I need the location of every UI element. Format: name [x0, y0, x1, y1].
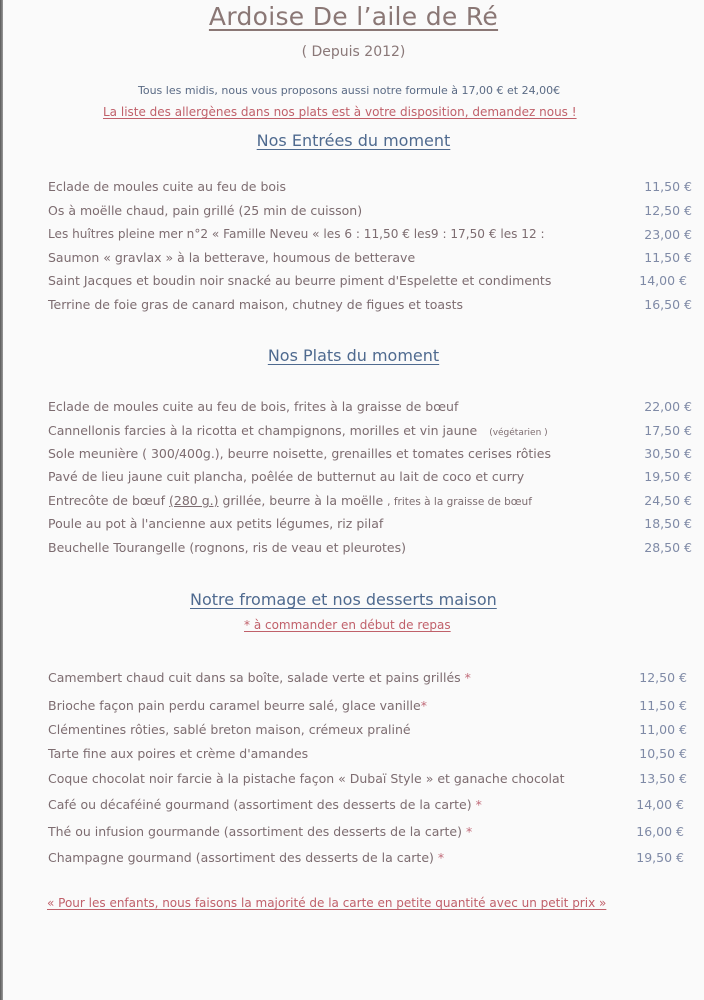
menu-item-name: Os à moëlle chaud, pain grillé (25 min de cuisson): [48, 203, 363, 218]
side-note: , frites à la graisse de bœuf: [387, 496, 532, 508]
menu-item-name: Clémentines rôties, sablé breton maison, crémeux praliné: [48, 722, 411, 737]
menu-item-name: [48, 824, 472, 839]
menu-item-name-text: Camembert chaud cuit dans sa boîte, salade verte et pains grillés: [48, 670, 465, 685]
lunch-formula-note: Tous les midis, nous vous proposons aussi notre formule à 17,00 € et 24,00€: [138, 84, 561, 97]
menu-item-price: 16,00 €: [636, 824, 684, 839]
since-year: ( Depuis 2012): [301, 44, 406, 60]
menu-item-price: 13,50 €: [639, 771, 687, 786]
menu-item-name: Sole meunière ( 300/400g.), beurre noisette, grenailles et tomates cerises rôties: [48, 446, 551, 461]
order-early-star: *: [465, 824, 473, 839]
menu-item-price: 30,50 €: [644, 446, 692, 461]
menu-item-price: 28,50 €: [644, 540, 692, 555]
menu-item-name: [48, 423, 548, 438]
menu-page: [3, 0, 704, 1000]
menu-item-name: Eclade de moules cuite au feu de bois: [48, 179, 287, 194]
menu-item-name: Poule au pot à l'ancienne aux petits légumes, riz pilaf: [48, 516, 384, 531]
section-title-entrees: Nos Entrées du moment: [256, 131, 451, 150]
menu-item-price: 11,50 €: [644, 250, 692, 265]
menu-item-price: 16,50 €: [644, 297, 692, 312]
menu-item-price: 11,50 €: [644, 179, 692, 194]
menu-item-name: Beuchelle Tourangelle (rognons, ris de veau et pleurotes): [48, 540, 407, 555]
section-title-desserts: Notre fromage et nos desserts maison: [190, 590, 497, 609]
menu-item-price: 19,50 €: [636, 850, 684, 865]
menu-item-price: 18,50 €: [644, 516, 692, 531]
allergen-note: La liste des allergènes dans nos plats est à votre disposition, demandez nous !: [103, 105, 577, 119]
menu-item-price: 23,00 €: [644, 227, 692, 242]
menu-item-name: Pavé de lieu jaune cuit plancha, poêlée de butternut au lait de coco et curry: [48, 469, 525, 484]
menu-item-name: Eclade de moules cuite au feu de bois, frites à la graisse de bœuf: [48, 399, 459, 414]
menu-item-price: 11,00 €: [639, 722, 687, 737]
kids-menu-note: « Pour les enfants, nous faisons la majorité de la carte en petite quantité avec un petit prix »: [47, 896, 607, 910]
menu-item-price: 10,50 €: [639, 746, 687, 761]
menu-item-price: 17,50 €: [644, 423, 692, 438]
menu-item-name-text: Cannellonis farcies à la ricotta et champignons, morilles et vin jaune: [48, 423, 478, 438]
menu-item-name: Terrine de foie gras de canard maison, chutney de figues et toasts: [48, 297, 464, 312]
menu-item-price: 14,00 €: [636, 797, 684, 812]
section-title-plats: Nos Plats du moment: [267, 346, 440, 365]
menu-item-price: 19,50 €: [644, 469, 692, 484]
menu-item-name-text: Café ou décaféiné gourmand (assortiment des desserts de la carte): [48, 797, 476, 812]
vegetarian-note: (végétarien ): [489, 428, 548, 438]
menu-item-name: Tarte fine aux poires et crème d'amandes: [48, 746, 309, 761]
menu-item-name: [48, 698, 427, 713]
menu-item-price: 14,00 €: [639, 273, 687, 288]
menu-item-name-text: Thé ou infusion gourmande (assortiment des desserts de la carte): [48, 824, 466, 839]
menu-item-price: 11,50 €: [639, 698, 687, 713]
order-early-star: *: [420, 698, 427, 713]
menu-item-name: Saumon « gravlax » à la betterave, houmous de betterave: [48, 250, 416, 265]
menu-item-name: [48, 493, 532, 508]
menu-item-name-text: Entrecôte de bœuf: [48, 493, 169, 508]
menu-item-price: 22,00 €: [644, 399, 692, 414]
menu-item-name-text: Brioche façon pain perdu caramel beurre salé, glace vanille: [48, 698, 421, 713]
menu-item-name: Les huîtres pleine mer n°2 « Famille Neveu « les 6 : 11,50 € les9 : 17,50 € les 12 :: [48, 227, 545, 241]
menu-item-name: [48, 670, 471, 685]
menu-item-price: 12,50 €: [644, 203, 692, 218]
menu-item-price: 12,50 €: [639, 670, 687, 685]
menu-item-name-text: Champagne gourmand (assortiment des desserts de la carte): [48, 850, 438, 865]
menu-item-name: [48, 850, 444, 865]
restaurant-title: Ardoise De l’aile de Ré: [208, 2, 499, 31]
menu-item-price: 24,50 €: [644, 493, 692, 508]
order-early-star: *: [464, 670, 471, 685]
order-early-note: * à commander en début de repas: [244, 618, 451, 632]
menu-item-name: Coque chocolat noir farcie à la pistache façon « Dubaï Style » et ganache chocolat: [48, 771, 565, 786]
menu-item-name: [48, 797, 482, 812]
order-early-star: *: [475, 797, 482, 812]
weight-note: (280 g.): [168, 493, 219, 508]
menu-item-name-text: grillée, beurre à la moëlle: [218, 493, 388, 508]
menu-item-name: Saint Jacques et boudin noir snacké au beurre piment d'Espelette et condiments: [48, 273, 552, 288]
order-early-star: *: [437, 850, 445, 865]
